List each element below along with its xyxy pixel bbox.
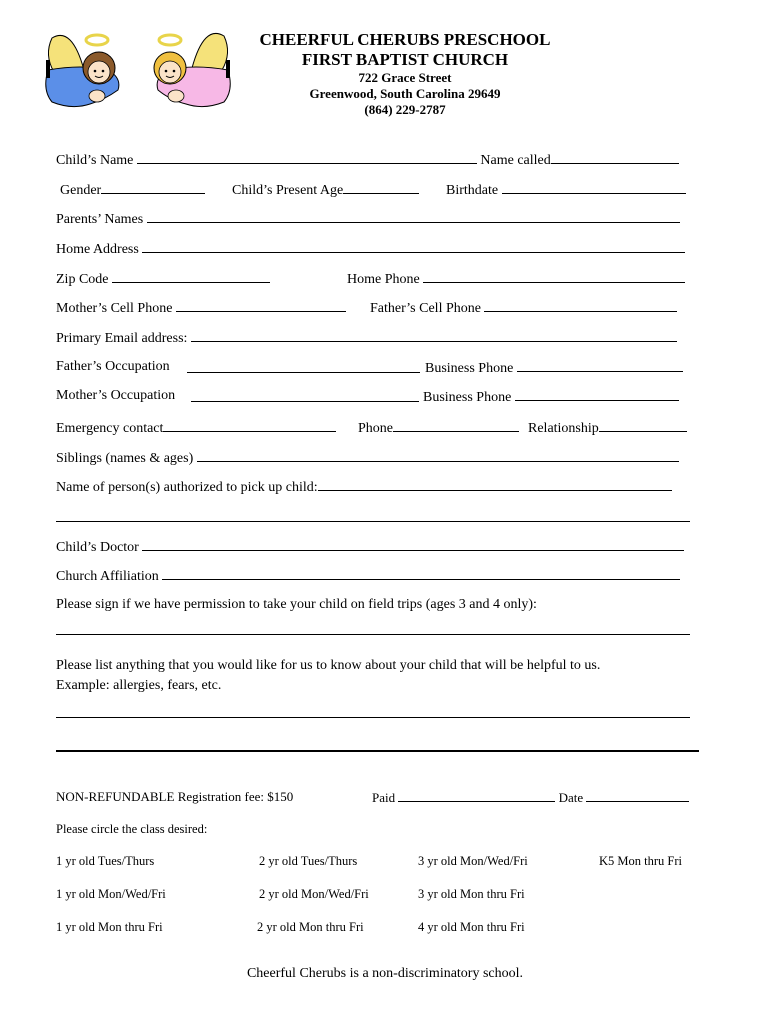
child-name-label: Child’s Name (56, 153, 134, 168)
name-called-label: Name called (480, 153, 551, 168)
class-option[interactable]: 4 yr old Mon thru Fri (418, 920, 525, 934)
present-age-label: Child’s Present Age (232, 183, 344, 198)
child-name-field[interactable] (137, 151, 477, 164)
zip-code-label: Zip Code (56, 272, 109, 287)
business-phone-1-label: Business Phone (425, 361, 514, 376)
church-affiliation-field[interactable] (162, 567, 680, 580)
angel-blue-illustration (42, 30, 128, 110)
childs-doctor-label: Child’s Doctor (56, 540, 139, 555)
field-trips-signature-field[interactable] (56, 634, 690, 635)
mothers-cell-label: Mother’s Cell Phone (56, 301, 173, 316)
city-state-zip: Greenwood, South Carolina 29649 (309, 86, 501, 101)
date-field[interactable] (586, 789, 689, 802)
class-option[interactable]: 2 yr old Tues/Thurs (259, 854, 358, 868)
emergency-phone-field[interactable] (393, 419, 519, 432)
mothers-cell-field[interactable] (176, 299, 346, 312)
church-name: FIRST BAPTIST CHURCH (301, 50, 509, 69)
class-option[interactable]: K5 Mon thru Fri (599, 854, 682, 868)
authorized-pickup-field-line2[interactable] (56, 521, 690, 522)
business-phone-1-field[interactable] (517, 359, 683, 372)
birthdate-field[interactable] (502, 181, 686, 194)
emergency-phone-label: Phone (358, 421, 393, 436)
childs-doctor-field[interactable] (142, 538, 684, 551)
name-called-field[interactable] (551, 151, 679, 164)
fathers-cell-field[interactable] (484, 299, 677, 312)
class-option[interactable]: 1 yr old Tues/Thurs (56, 854, 155, 868)
home-phone-label: Home Phone (347, 272, 420, 287)
date-label: Date (558, 790, 584, 805)
birthdate-label: Birthdate (446, 183, 499, 198)
non-discrimination-statement: Cheerful Cherubs is a non-discriminatory school. (246, 966, 524, 981)
parents-names-field[interactable] (147, 210, 680, 223)
present-age-field[interactable] (343, 181, 419, 194)
class-option[interactable]: 2 yr old Mon/Wed/Fri (259, 887, 369, 901)
primary-email-field[interactable] (191, 329, 677, 342)
relationship-field[interactable] (599, 419, 687, 432)
field-trips-label: Please sign if we have permission to take your child on field trips (ages 3 and 4 only): (56, 597, 537, 612)
siblings-field[interactable] (197, 449, 679, 462)
class-option[interactable]: 3 yr old Mon/Wed/Fri (418, 854, 528, 868)
child-notes-field[interactable] (56, 717, 690, 718)
home-address-field[interactable] (142, 240, 685, 253)
authorized-pickup-field[interactable] (318, 478, 672, 491)
street-address: 722 Grace Street (358, 70, 452, 85)
list-anything-label: Please list anything that you would like for us to know about your child that will be helpful to us. (56, 658, 601, 673)
section-divider (56, 750, 699, 752)
mothers-occupation-field[interactable] (191, 401, 419, 402)
emergency-contact-field[interactable] (163, 419, 336, 432)
home-phone-field[interactable] (423, 270, 685, 283)
business-phone-2-label: Business Phone (423, 390, 512, 405)
emergency-contact-label: Emergency contact (56, 421, 164, 436)
school-phone: (864) 229-2787 (364, 102, 446, 117)
class-option[interactable]: 2 yr old Mon thru Fri (257, 920, 364, 934)
class-option[interactable]: 1 yr old Mon/Wed/Fri (56, 887, 166, 901)
authorized-pickup-label: Name of person(s) authorized to pick up child: (56, 480, 318, 495)
church-affiliation-label: Church Affiliation (56, 569, 159, 584)
fathers-occupation-field[interactable] (187, 372, 420, 373)
relationship-label: Relationship (528, 421, 599, 436)
gender-field[interactable] (101, 181, 205, 194)
paid-label: Paid (372, 790, 396, 805)
paid-field[interactable] (398, 789, 555, 802)
class-option[interactable]: 3 yr old Mon thru Fri (418, 887, 525, 901)
siblings-label: Siblings (names & ages) (56, 451, 194, 466)
mothers-occupation-label: Mother’s Occupation (56, 388, 176, 403)
gender-label: Gender (60, 183, 102, 198)
example-label: Example: allergies, fears, etc. (56, 678, 222, 693)
fathers-occupation-label: Father’s Occupation (56, 359, 170, 374)
zip-code-field[interactable] (112, 270, 270, 283)
registration-fee: NON-REFUNDABLE Registration fee: $150 (56, 789, 294, 804)
home-address-label: Home Address (56, 242, 139, 257)
class-instruction: Please circle the class desired: (56, 822, 208, 836)
primary-email-label: Primary Email address: (56, 331, 188, 346)
fathers-cell-label: Father’s Cell Phone (370, 301, 481, 316)
parents-names-label: Parents’ Names (56, 212, 144, 227)
business-phone-2-field[interactable] (515, 388, 679, 401)
school-name: CHEERFUL CHERUBS PRESCHOOL (259, 30, 551, 49)
class-option[interactable]: 1 yr old Mon thru Fri (56, 920, 163, 934)
